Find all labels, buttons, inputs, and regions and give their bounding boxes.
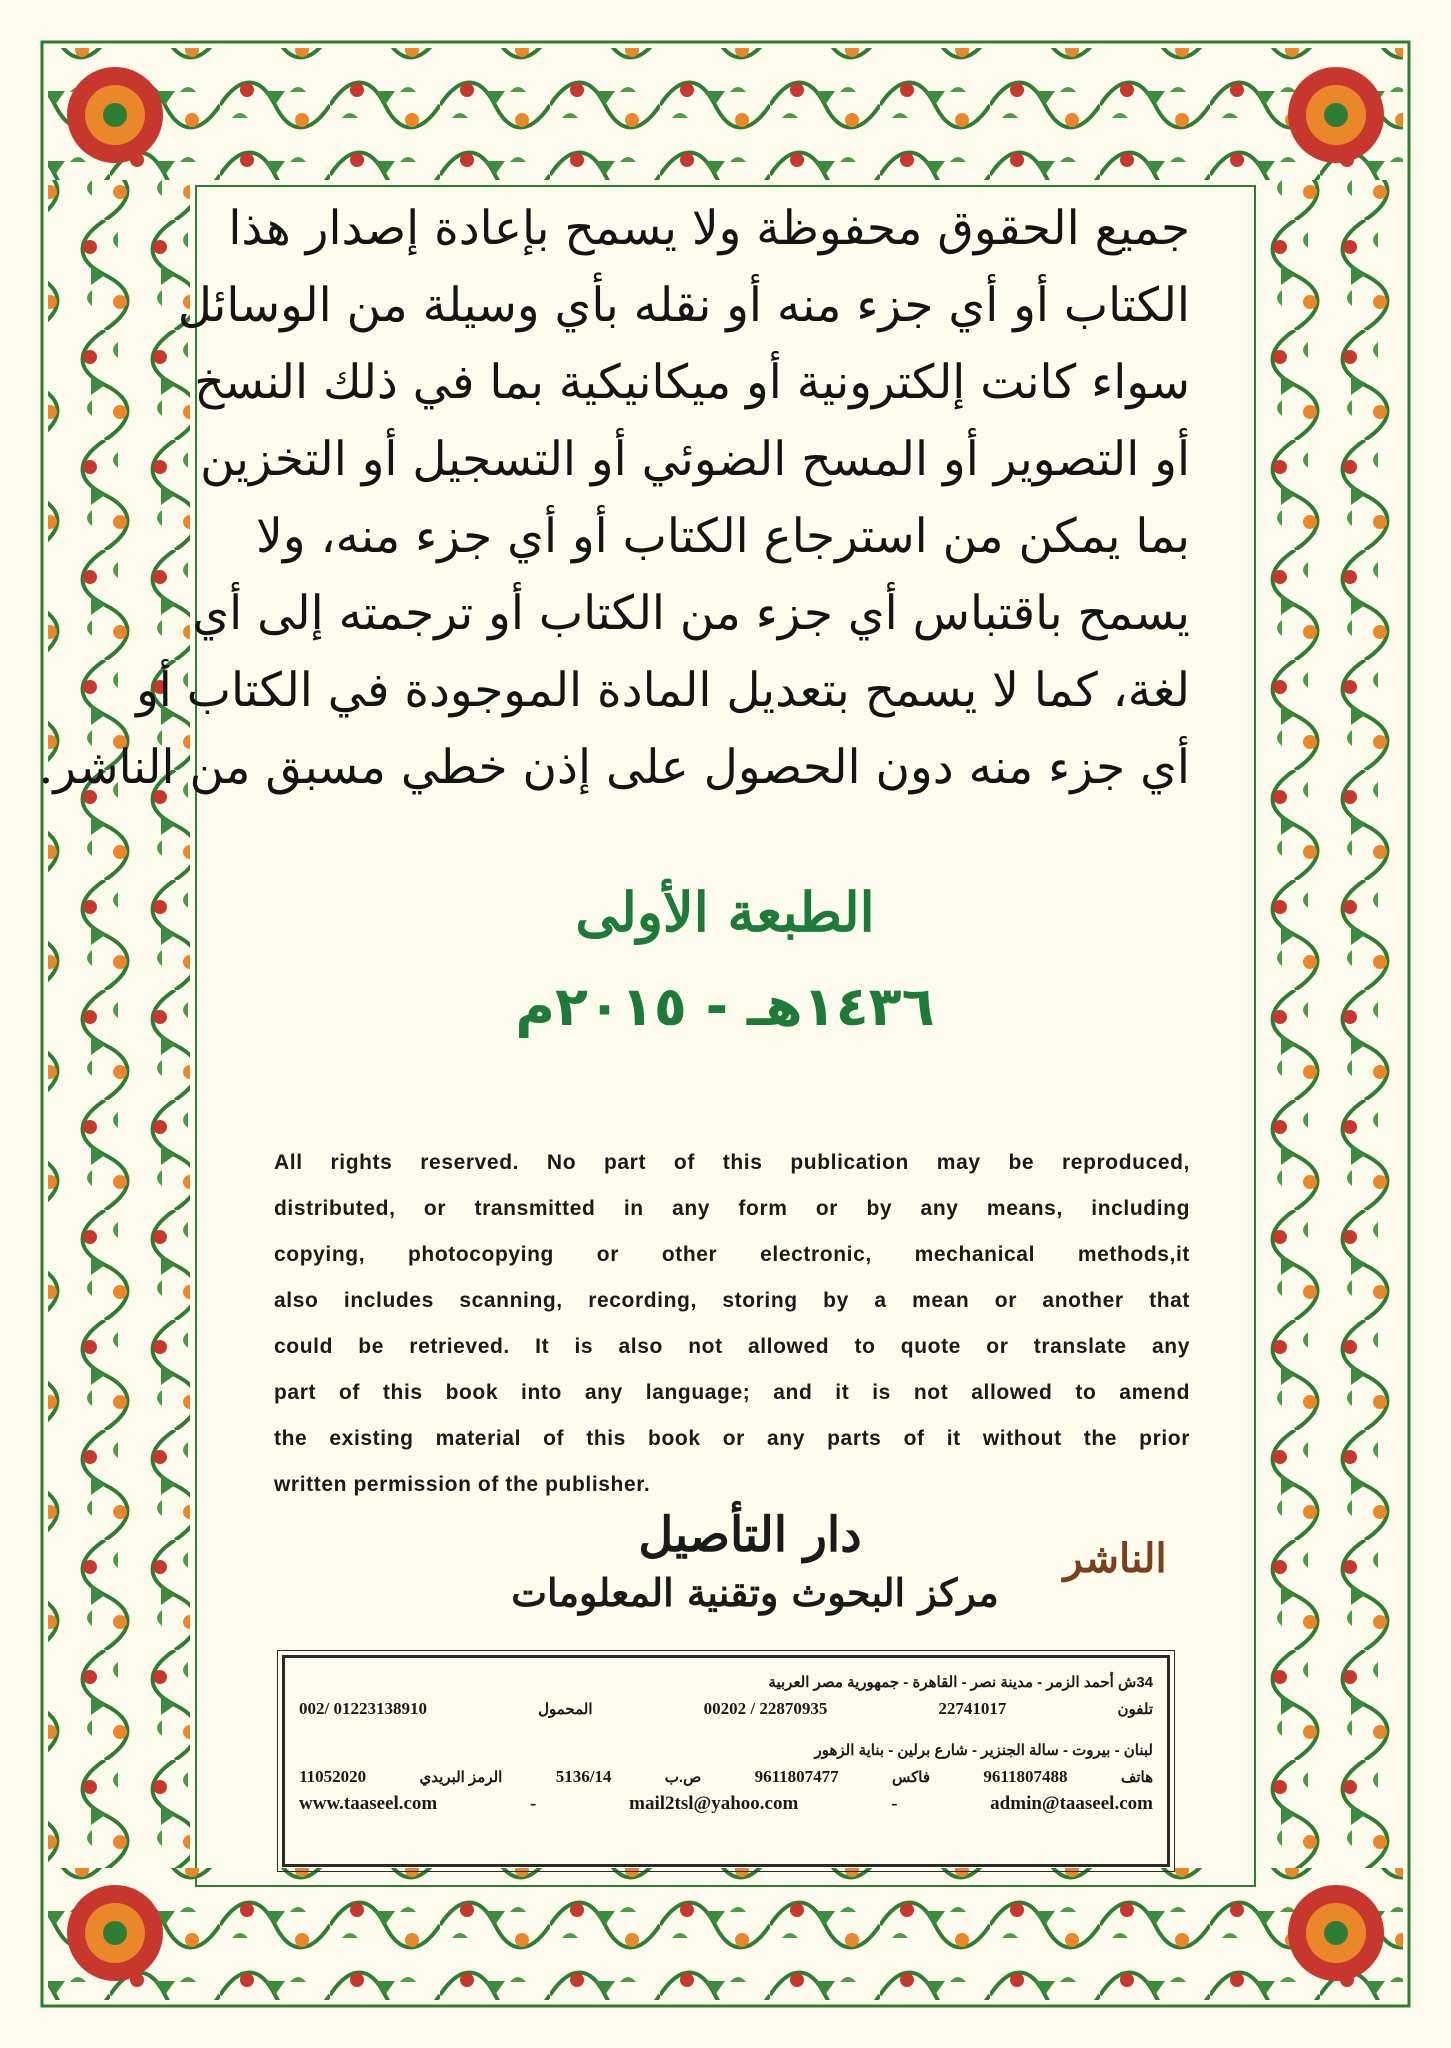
publisher-subtitle: مركز البحوث وتقنية المعلومات <box>511 1570 999 1615</box>
english-notice-line: also includes scanning, recording, storing by a mean or another that <box>274 1289 1190 1312</box>
english-notice-line: the existing material of this book or any parts of it without the prior <box>274 1427 1190 1450</box>
english-copyright-notice <box>274 1140 1190 1508</box>
email-link-2[interactable]: admin@taaseel.com <box>990 1792 1153 1814</box>
egypt-mobile-label: المحمول <box>538 1700 593 1718</box>
egypt-phone1: 22741017 <box>938 1698 1007 1718</box>
arabic-notice-line: سواء كانت إلكترونية أو ميكانيكية بما في ذلك النسخ <box>194 355 1190 410</box>
egypt-phone-row <box>299 1695 1153 1722</box>
egypt-phone-label: تلفون <box>1117 1700 1153 1718</box>
website-link[interactable]: www.taaseel.com <box>299 1792 438 1814</box>
english-notice-line: All rights reserved. No part of this publication may be reproduced, <box>274 1151 1190 1174</box>
lebanon-fax-label: فاكس <box>892 1768 931 1786</box>
egypt-address-row <box>299 1668 1153 1695</box>
lebanon-phone-label: هاتف <box>1120 1768 1153 1786</box>
web-row: www.taaseel.com - mail2tsl@yahoo.com - admin@taaseel.com <box>299 1792 1153 1814</box>
arabic-notice-line: أي جزء منه دون الحصول على إذن خطي مسبق من الناشر. <box>38 740 1190 795</box>
arabic-notice-line: بما يمكن من استرجاع الكتاب أو أي جزء منه، ولا <box>256 509 1190 564</box>
email-link-1[interactable]: mail2tsl@yahoo.com <box>629 1792 799 1814</box>
lebanon-fax: 9611807477 <box>754 1766 839 1786</box>
border-right <box>1261 180 1403 1868</box>
arabic-notice-line: يسمح باقتباس أي جزء من الكتاب أو ترجمته إلى أي <box>192 586 1190 641</box>
lebanon-address-row <box>299 1736 1153 1763</box>
lebanon-zip-label: الرمز البريدي <box>419 1768 503 1786</box>
arabic-notice-line: جميع الحقوق محفوظة ولا يسمح بإعادة إصدار هذا <box>228 201 1190 256</box>
lebanon-phone: 9611807488 <box>983 1766 1068 1786</box>
egypt-phone2: 00202 / 22870935 <box>703 1698 828 1718</box>
lebanon-pobox-label: ص.ب <box>664 1768 702 1786</box>
border-left <box>48 180 190 1868</box>
edition-year: ١٤٣٦هـ - ٢٠١٥م <box>515 975 935 1038</box>
english-notice-line: could be retrieved. It is also not allowed to quote or translate any <box>274 1335 1190 1358</box>
egypt-mobile: 002/ 01223138910 <box>299 1698 428 1718</box>
contact-info-box <box>282 1655 1170 1867</box>
arabic-notice-line: الكتاب أو أي جزء منه أو نقله بأي وسيلة من الوسائل <box>177 278 1190 333</box>
border-bottom <box>48 1868 1403 2000</box>
lebanon-pobox: 5136/14 <box>555 1766 612 1786</box>
arabic-notice-line: لغة، كما لا يسمح بتعديل المادة الموجودة في الكتاب أو <box>136 663 1190 718</box>
lebanon-phone-row <box>299 1763 1153 1790</box>
lebanon-address: لبنان - بيروت - سالة الجنزير - شارع برلين - بناية الزهور <box>814 1741 1153 1759</box>
publisher-name: دار التأصيل <box>638 1507 862 1563</box>
arabic-notice-line: أو التصوير أو المسح الضوئي أو التسجيل أو التخزين <box>200 432 1190 487</box>
publisher-label: الناشر <box>1063 1535 1167 1582</box>
lebanon-zip: 11052020 <box>299 1766 367 1786</box>
english-notice-line: copying, photocopying or other electronic, mechanical methods,it <box>274 1243 1190 1266</box>
english-notice-line: distributed, or transmitted in any form or by any means, including <box>274 1197 1190 1220</box>
english-notice-line: part of this book into any language; and it is not allowed to amend <box>274 1381 1190 1404</box>
border-top <box>48 48 1403 180</box>
english-notice-line: written permission of the publisher. <box>274 1473 651 1496</box>
edition-title: الطبعة الأولى <box>575 880 875 944</box>
egypt-address: 34ش أحمد الزمر - مدينة نصر - القاهرة - جمهورية مصر العربية <box>768 1673 1153 1691</box>
arabic-copyright-notice <box>38 190 1190 806</box>
